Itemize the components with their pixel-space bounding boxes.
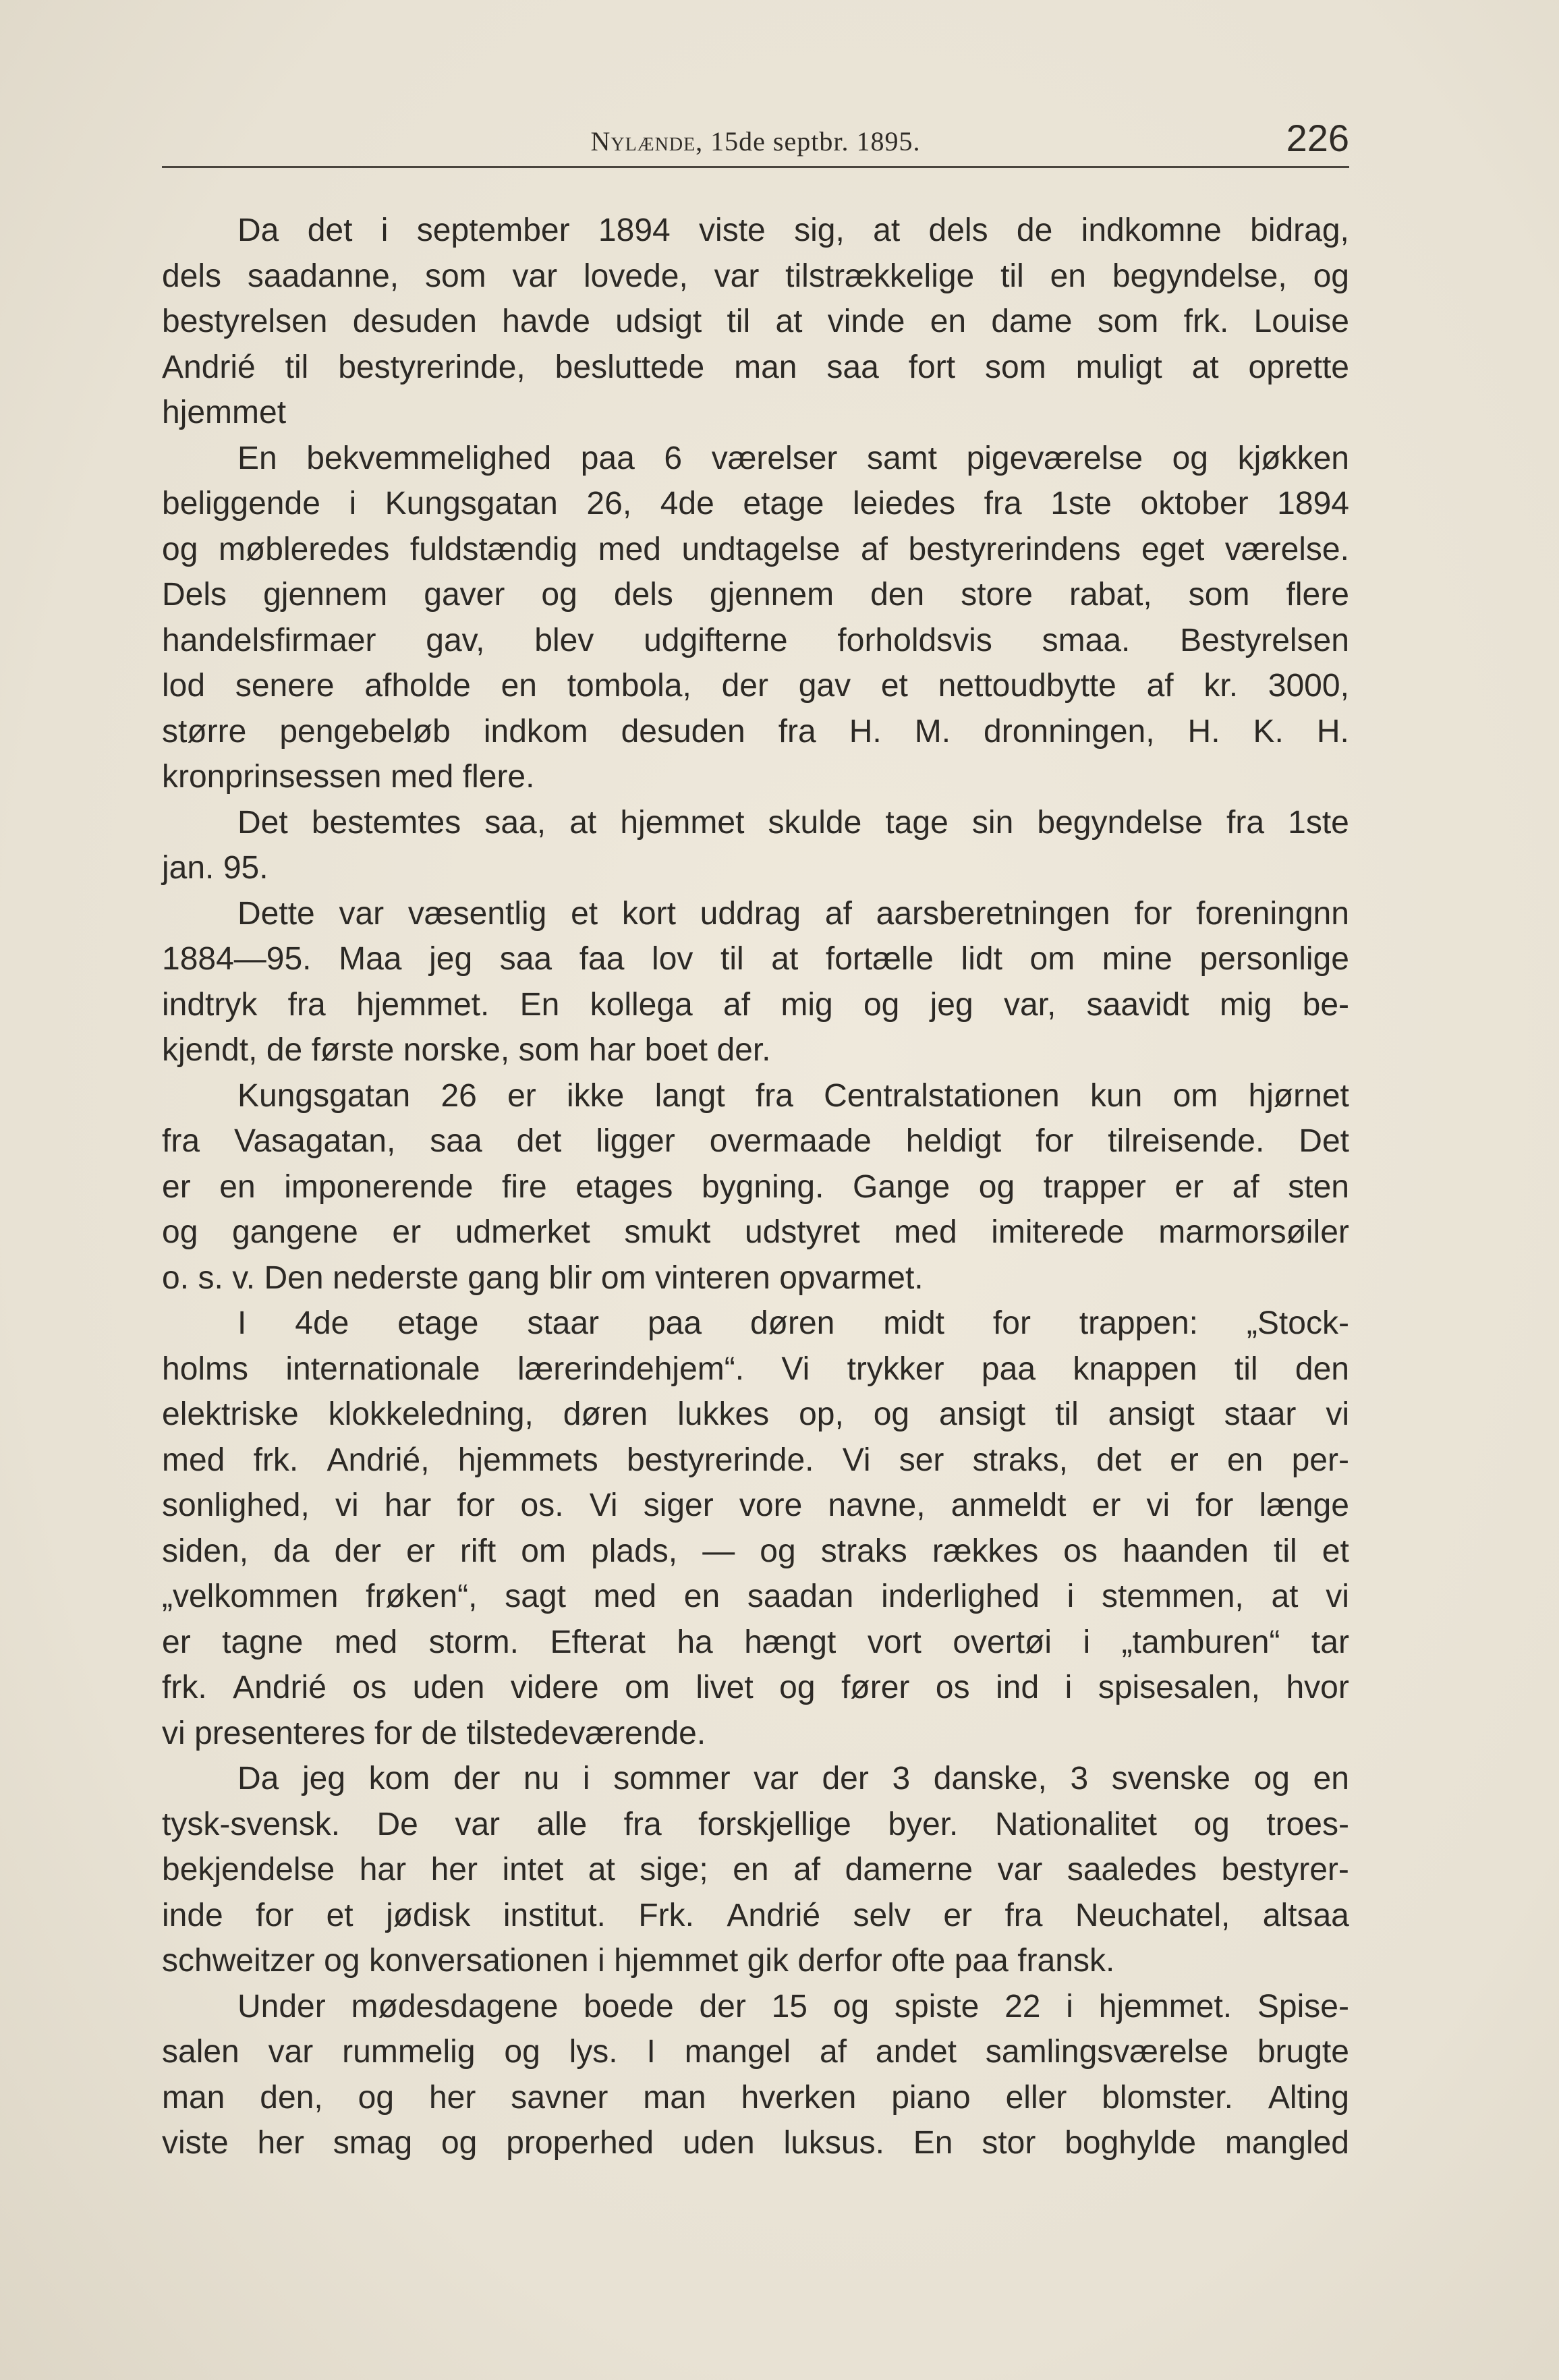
text-line: Da jeg kom der nu i sommer var der 3 danske, 3 svenske og en bbox=[237, 1761, 1349, 1796]
text-line: o. s. v. Den nederste gang blir om vinteren opvarmet. bbox=[162, 1259, 924, 1296]
text-line: Under mødesdagene boede der 15 og spiste 22 i hjemmet. Spise- bbox=[237, 1988, 1349, 2024]
text-line: man den, og her savner man hverken piano eller blomster. Alting bbox=[162, 2079, 1349, 2116]
text-line: Dels gjennem gaver og dels gjennem den store rabat, som flere bbox=[162, 577, 1349, 613]
text-line: lod senere afholde en tombola, der gav et nettoudbytte af kr. 3000, bbox=[162, 668, 1349, 704]
text-line: kjendt, de første norske, som har boet der. bbox=[162, 1032, 771, 1068]
text-line: vi presenteres for de tilstedeværende. bbox=[162, 1715, 706, 1751]
text-line: schweitzer og konversationen i hjemmet gik derfor ofte paa fransk. bbox=[162, 1943, 1115, 1979]
text-line: indtryk fra hjemmet. En kollega af mig og jeg var, saavidt mig be- bbox=[162, 986, 1349, 1023]
text-line: tysk-svensk. De var alle fra forskjellige byer. Nationalitet og troes- bbox=[162, 1806, 1349, 1842]
text-line: siden, da der er rift om plads, — og straks rækkes os haanden til et bbox=[162, 1533, 1349, 1569]
text-line: er tagne med storm. Efterat ha hængt vort overtøi i „tamburen“ tar bbox=[162, 1624, 1349, 1660]
text-line: fra Vasagatan, saa det ligger overmaade heldigt for tilreisende. Det bbox=[162, 1123, 1349, 1159]
text-line: beliggende i Kungsgatan 26, 4de etage leiedes fra 1ste oktober 1894 bbox=[162, 486, 1349, 521]
page-number: 226 bbox=[1286, 117, 1349, 159]
text-line: handelsfirmaer gav, blev udgifterne forholdsvis smaa. Bestyrelsen bbox=[162, 622, 1349, 658]
text-line: Dette var væsentlig et kort uddrag af aarsberetningen for foreningnn bbox=[237, 895, 1349, 932]
text-line: En bekvemmelighed paa 6 værelser samt pigeværelse og kjøkken bbox=[237, 440, 1349, 476]
text-line: sonlighed, vi har for os. Vi siger vore navne, anmeldt er vi for længe bbox=[162, 1488, 1349, 1523]
running-head: Nylænde, 15de septbr. 1895. bbox=[590, 126, 921, 157]
text-line: og gangene er udmerket smukt udstyret med imiterede marmorsøiler bbox=[162, 1214, 1349, 1250]
text-line: „velkommen frøken“, sagt med en saadan inderlighed i stemmen, at vi bbox=[162, 1579, 1349, 1614]
page-header bbox=[162, 116, 1349, 170]
text-line: dels saadanne, som var lovede, var tilstrækkelige til en begyndelse, og bbox=[162, 258, 1349, 294]
text-line: kronprinsessen med flere. bbox=[162, 759, 535, 795]
text-line: frk. Andrié os uden videre om livet og fører os ind i spisesalen, hvor bbox=[162, 1670, 1349, 1705]
header-rule bbox=[162, 166, 1349, 168]
text-line: og møbleredes fuldstændig med undtagelse af bestyrerindens eget værelse. bbox=[162, 531, 1349, 567]
text-line: større pengebeløb indkom desuden fra H. M. dronningen, H. K. H. bbox=[162, 713, 1349, 749]
text-line: med frk. Andrié, hjemmets bestyrerinde. Vi ser straks, det er en per- bbox=[162, 1442, 1349, 1478]
text-line: holms internationale lærerindehjem“. Vi trykker paa knappen til den bbox=[162, 1351, 1349, 1387]
text-line: viste her smag og properhed uden luksus. En stor boghylde mangled bbox=[162, 2125, 1349, 2161]
text-line: Det bestemtes saa, at hjemmet skulde tage sin begyndelse fra 1ste bbox=[237, 804, 1349, 841]
text-line: Da det i september 1894 viste sig, at dels de indkomne bidrag, bbox=[237, 213, 1349, 248]
text-line: 1884—95. Maa jeg saa faa lov til at fortælle lidt om mine personlige bbox=[162, 941, 1349, 977]
text-line: bestyrelsen desuden havde udsigt til at vinde en dame som frk. Louise bbox=[162, 304, 1349, 339]
text-line: I 4de etage staar paa døren midt for trappen: „Stock- bbox=[237, 1305, 1349, 1341]
text-line: bekjendelse har her intet at sige; en af damerne var saaledes bestyrer- bbox=[162, 1852, 1349, 1888]
text-line: Andrié til bestyrerinde, besluttede man saa fort som muligt at oprette bbox=[162, 349, 1349, 385]
body-text bbox=[162, 208, 1349, 2166]
text-line: jan. 95. bbox=[162, 850, 268, 886]
text-line: inde for et jødisk institut. Frk. Andrié selv er fra Neuchatel, altsaa bbox=[162, 1897, 1349, 1933]
text-line: Kungsgatan 26 er ikke langt fra Centralstationen kun om hjørnet bbox=[237, 1077, 1349, 1114]
text-line: elektriske klokkeledning, døren lukkes op, og ansigt til ansigt staar vi bbox=[162, 1396, 1349, 1432]
text-line: salen var rummelig og lys. I mangel af andet samlingsværelse brugte bbox=[162, 2034, 1349, 2070]
text-line: hjemmet bbox=[162, 395, 287, 430]
text-line: er en imponerende fire etages bygning. Gange og trapper er af sten bbox=[162, 1168, 1349, 1205]
